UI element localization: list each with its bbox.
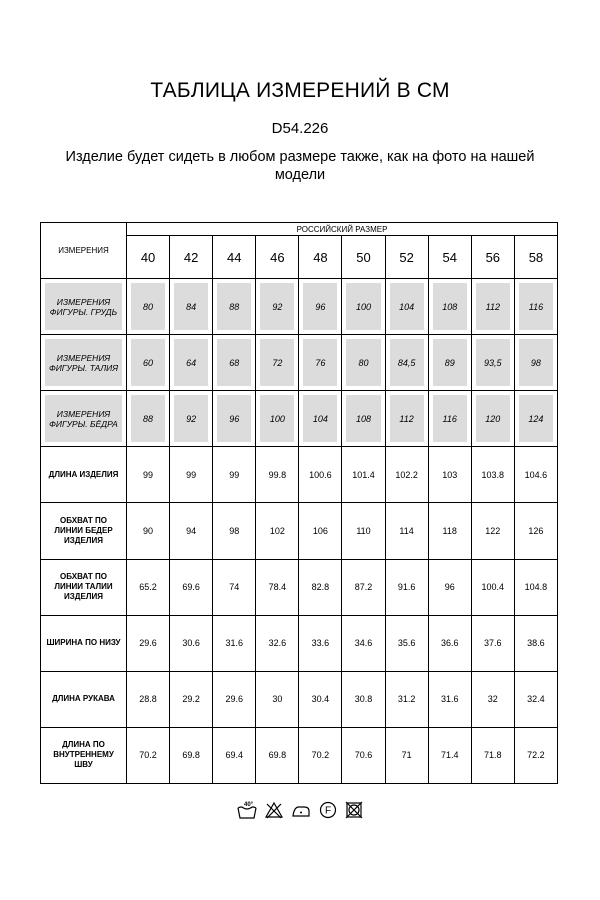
iron-low-icon: [290, 800, 312, 820]
value-cell: 71.4: [440, 750, 459, 761]
table-row: [41, 447, 558, 503]
value-cell: 101.4: [352, 469, 375, 480]
value-cell: 33.6: [311, 638, 330, 649]
measurement-label: ДЛИНА РУКАВА: [52, 694, 115, 704]
value-cell: 36.6: [440, 638, 459, 649]
value-cell: 96: [303, 283, 337, 330]
value-cell: 104.8: [524, 582, 548, 593]
fit-note: Изделие будет сидеть в любом размере также, как на фото на нашей модели: [65, 149, 535, 183]
value-cell: 30: [272, 694, 283, 705]
size-header: 44: [213, 236, 256, 279]
value-cell: 30.6: [182, 638, 200, 649]
value-cell: 100.4: [481, 582, 505, 593]
value-cell: 32.6: [268, 638, 287, 649]
value-cell: 116: [433, 395, 467, 442]
size-header: 40: [127, 236, 170, 279]
value-cell: 84,5: [390, 339, 424, 386]
value-cell: 70.2: [139, 750, 157, 761]
value-cell: 76: [303, 339, 337, 386]
value-cell: 92: [174, 395, 208, 442]
value-cell: 35.6: [397, 638, 416, 649]
value-cell: 34.6: [354, 638, 373, 649]
value-cell: 72.2: [527, 750, 545, 761]
value-cell: 104: [303, 395, 337, 442]
value-cell: 88: [217, 283, 251, 330]
table-row: [41, 391, 558, 447]
value-cell: 88: [131, 395, 165, 442]
value-cell: 78.4: [268, 582, 287, 593]
value-cell: 29.2: [182, 694, 200, 705]
table-row: [41, 671, 558, 727]
value-cell: 30.4: [311, 694, 330, 705]
value-cell: 80: [131, 283, 165, 330]
value-cell: 82.8: [311, 582, 330, 593]
value-cell: 69.8: [268, 750, 287, 761]
value-cell: 108: [433, 283, 467, 330]
value-cell: 103.8: [481, 469, 505, 480]
value-cell: 98: [519, 339, 553, 386]
value-cell: 89: [433, 339, 467, 386]
wash-temp-label: 40°: [244, 802, 254, 808]
measurement-label: ОБХВАТ ПО ЛИНИИ БЕДЕР ИЗДЕЛИЯ: [54, 515, 113, 545]
value-cell: 38.6: [527, 638, 545, 649]
value-cell: 74: [229, 582, 240, 593]
value-cell: 70.2: [311, 750, 330, 761]
no-bleach-icon: [264, 800, 284, 820]
value-cell: 64: [174, 339, 208, 386]
value-cell: 112: [390, 395, 424, 442]
value-cell: 100.6: [309, 469, 332, 480]
value-cell: 32.4: [527, 694, 545, 705]
measurements-header: ИЗМЕРЕНИЯ: [41, 223, 127, 279]
table-row: [41, 615, 558, 671]
value-cell: 100: [260, 395, 294, 442]
value-cell: 120: [476, 395, 510, 442]
value-cell: 31.2: [397, 694, 416, 705]
value-cell: 102.2: [395, 469, 418, 480]
russian-size-header: РОССИЙСКИЙ РАЗМЕР: [127, 223, 558, 236]
value-cell: 29.6: [225, 694, 243, 705]
value-cell: 31.6: [440, 694, 459, 705]
value-cell: 104: [390, 283, 424, 330]
value-cell: 99: [186, 469, 197, 480]
value-cell: 37.6: [484, 638, 502, 649]
value-cell: 114: [399, 525, 414, 536]
article-code: D54.226: [271, 120, 329, 137]
table-row: [41, 727, 558, 783]
value-cell: 102: [269, 525, 285, 536]
value-cell: 99.8: [268, 469, 287, 480]
value-cell: 80: [346, 339, 380, 386]
value-cell: 103: [442, 469, 458, 480]
value-cell: 71: [401, 750, 412, 761]
value-cell: 69.4: [225, 750, 243, 761]
value-cell: 96: [444, 582, 455, 593]
value-cell: 69.6: [182, 582, 200, 593]
no-tumble-dry-icon: [344, 800, 364, 820]
value-cell: 91.6: [397, 582, 416, 593]
value-cell: 100: [346, 283, 380, 330]
measurement-label: ИЗМЕРЕНИЯ ФИГУРЫ. БЁДРА: [45, 395, 122, 442]
value-cell: 112: [476, 283, 510, 330]
value-cell: 87.2: [354, 582, 373, 593]
measurement-label: ИЗМЕРЕНИЯ ФИГУРЫ. ТАЛИЯ: [45, 339, 122, 386]
value-cell: 106: [312, 525, 328, 536]
care-symbols: [0, 800, 600, 820]
page-title: ТАБЛИЦА ИЗМЕРЕНИЙ В СМ: [150, 79, 450, 102]
measurement-label: ДЛИНА ИЗДЕЛИЯ: [48, 469, 119, 479]
value-cell: 96: [217, 395, 251, 442]
value-cell: 93,5: [476, 339, 510, 386]
value-cell: 32: [487, 694, 498, 705]
table-row: [41, 559, 558, 615]
value-cell: 110: [356, 525, 371, 536]
value-cell: 31.6: [225, 638, 243, 649]
value-cell: 60: [131, 339, 165, 386]
value-cell: 94: [186, 525, 197, 536]
value-cell: 99: [229, 469, 240, 480]
value-cell: 90: [143, 525, 154, 536]
value-cell: 84: [174, 283, 208, 330]
value-cell: 29.6: [139, 638, 157, 649]
value-cell: 116: [519, 283, 553, 330]
dry-clean-f-icon: [318, 800, 338, 820]
value-cell: 108: [346, 395, 380, 442]
value-cell: 118: [442, 525, 457, 536]
value-cell: 92: [260, 283, 294, 330]
value-cell: 126: [528, 525, 544, 536]
value-cell: 28.8: [139, 694, 157, 705]
measurement-label: ШИРИНА ПО НИЗУ: [46, 638, 121, 648]
table-row: [41, 335, 558, 391]
value-cell: 71.8: [484, 750, 502, 761]
value-cell: 65.2: [139, 582, 157, 593]
value-cell: 98: [229, 525, 240, 536]
size-table: [40, 222, 558, 784]
size-header: 46: [256, 236, 299, 279]
value-cell: 72: [260, 339, 294, 386]
value-cell: 104.6: [524, 469, 548, 480]
measurement-label: ДЛИНА ПО ВНУТРЕННЕМУ ШВУ: [53, 740, 114, 770]
value-cell: 70.6: [354, 750, 373, 761]
size-header: 42: [170, 236, 213, 279]
wash-40-icon: [236, 800, 258, 820]
value-cell: 30.8: [354, 694, 373, 705]
table-row: [41, 503, 558, 559]
value-cell: 122: [485, 525, 501, 536]
value-cell: 99: [143, 469, 154, 480]
size-header: 50: [342, 236, 385, 279]
dry-clean-letter: F: [324, 805, 332, 817]
measurement-label: ОБХВАТ ПО ЛИНИИ ТАЛИИ ИЗДЕЛИЯ: [54, 572, 113, 602]
measurement-label: ИЗМЕРЕНИЯ ФИГУРЫ. ГРУДЬ: [45, 283, 122, 330]
table-row: [41, 279, 558, 335]
size-header: 48: [299, 236, 342, 279]
value-cell: 68: [217, 339, 251, 386]
size-header: 56: [471, 236, 514, 279]
size-header: 52: [385, 236, 428, 279]
size-header: 58: [514, 236, 557, 279]
value-cell: 69.8: [182, 750, 200, 761]
value-cell: 124: [519, 395, 553, 442]
size-header: 54: [428, 236, 471, 279]
